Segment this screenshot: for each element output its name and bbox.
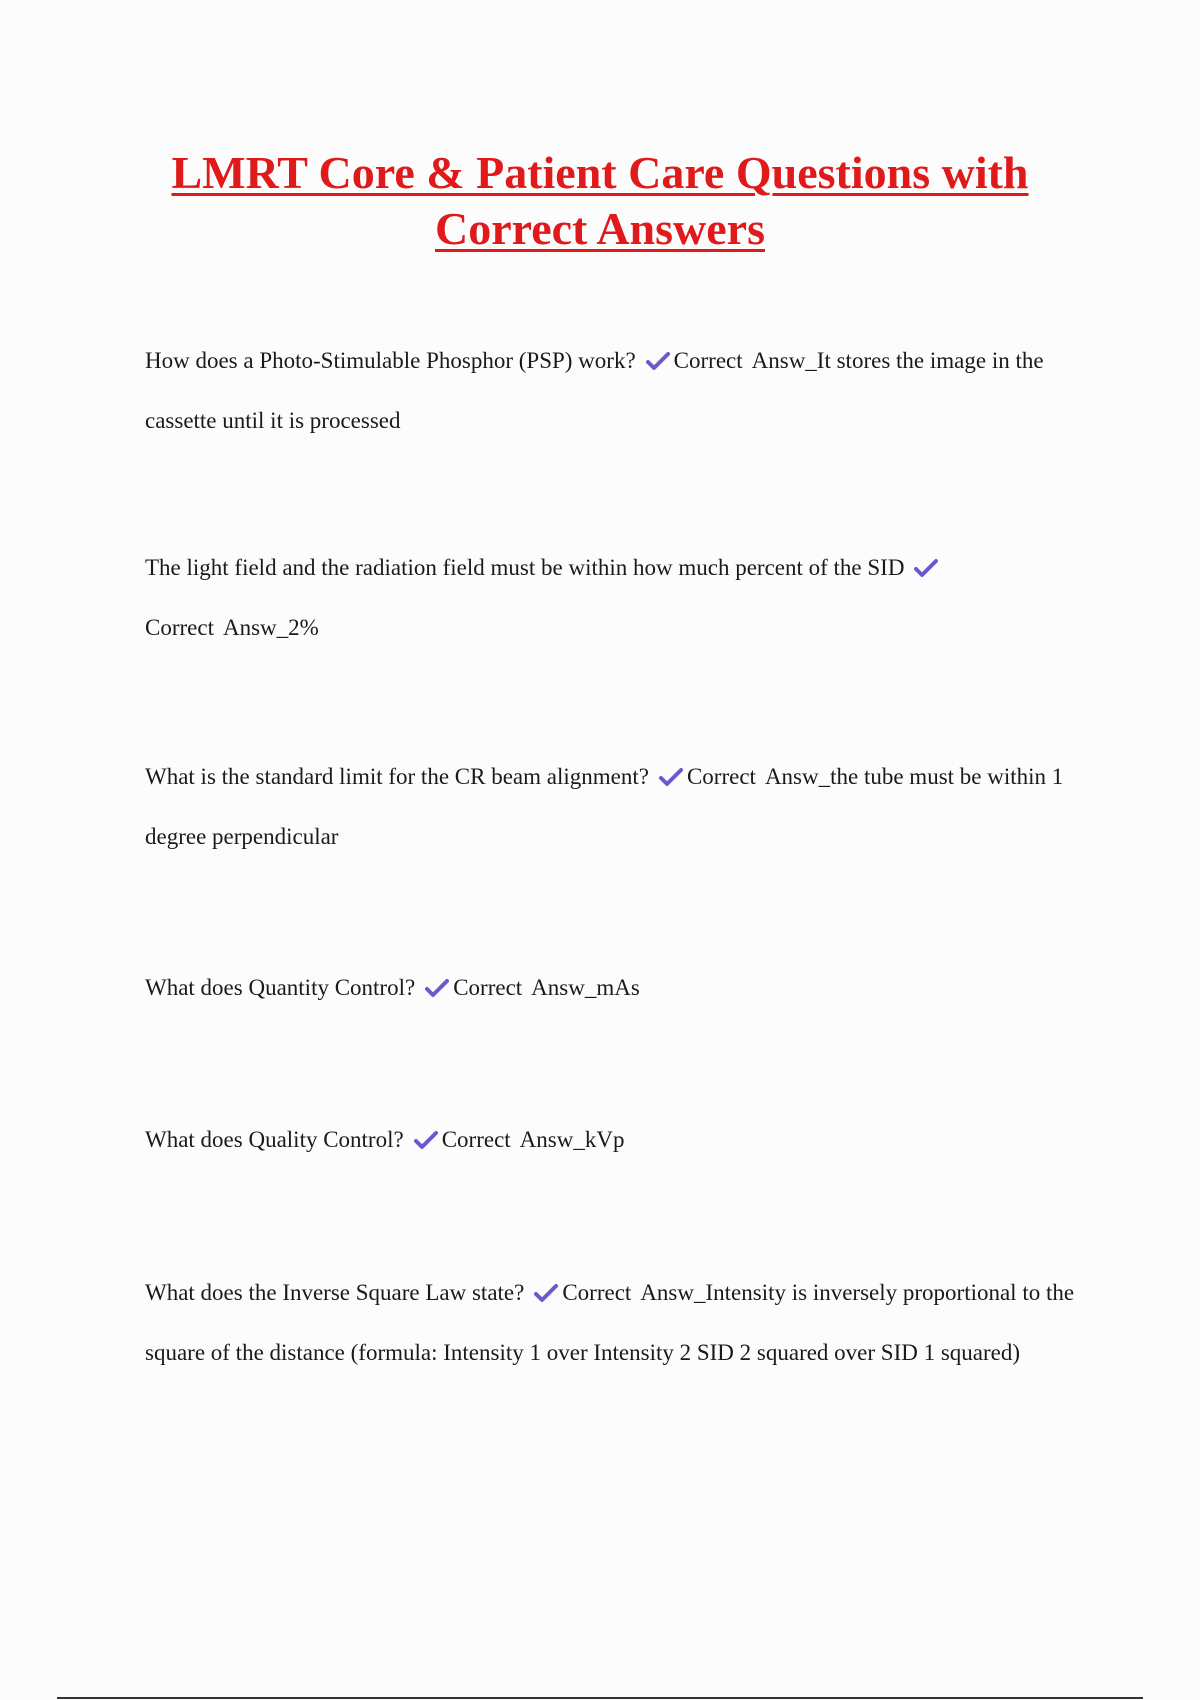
qa-item-1 — [145, 331, 1095, 451]
question-text: What does the Inverse Square Law state? — [145, 1280, 525, 1305]
qa-item-5 — [145, 1110, 1095, 1170]
answer-text: Answ_Intensity is inversely proportional to the square of the distance (formula: Intensity 1 over Intensity 2 SID 2 squared over SID 1 squared) — [145, 1280, 1075, 1365]
answer-prefix: Correct — [441, 1127, 511, 1152]
answer-text: Answ_kVp — [519, 1127, 625, 1152]
answer-text: Answ_mAs — [531, 975, 640, 1000]
qa-item-2 — [145, 538, 1095, 658]
checkmark-icon — [659, 767, 683, 787]
question-text: The light field and the radiation field must be within how much percent of the SID — [145, 555, 905, 580]
question-text: How does a Photo-Stimulable Phosphor (PSP) work? — [145, 348, 636, 373]
question-text: What is the standard limit for the CR beam alignment? — [145, 764, 649, 789]
answer-text: Answ_the tube must be within 1 degree perpendicular — [145, 764, 1064, 849]
answer-text: Answ_It stores the image in the cassette until it is processed — [145, 348, 1044, 433]
qa-item-4 — [145, 958, 1095, 1018]
checkmark-icon — [414, 1130, 438, 1150]
answer-prefix: Correct — [686, 764, 756, 789]
checkmark-icon — [914, 558, 938, 578]
question-text: What does Quality Control? — [145, 1127, 404, 1152]
question-text: What does Quantity Control? — [145, 975, 416, 1000]
page-title: LMRT Core & Patient Care Questions with Correct Answers — [171, 147, 1029, 254]
answer-prefix: Correct — [562, 1280, 632, 1305]
footer-rule — [57, 1697, 1143, 1699]
checkmark-icon — [425, 978, 449, 998]
answer-prefix: Correct — [145, 615, 214, 640]
checkmark-icon — [646, 351, 670, 371]
qa-item-3 — [145, 747, 1095, 867]
answer-text: Answ_2% — [222, 615, 319, 640]
answer-prefix: Correct — [453, 975, 523, 1000]
answer-prefix: Correct — [673, 348, 743, 373]
qa-item-6 — [145, 1263, 1095, 1383]
checkmark-icon — [534, 1283, 558, 1303]
